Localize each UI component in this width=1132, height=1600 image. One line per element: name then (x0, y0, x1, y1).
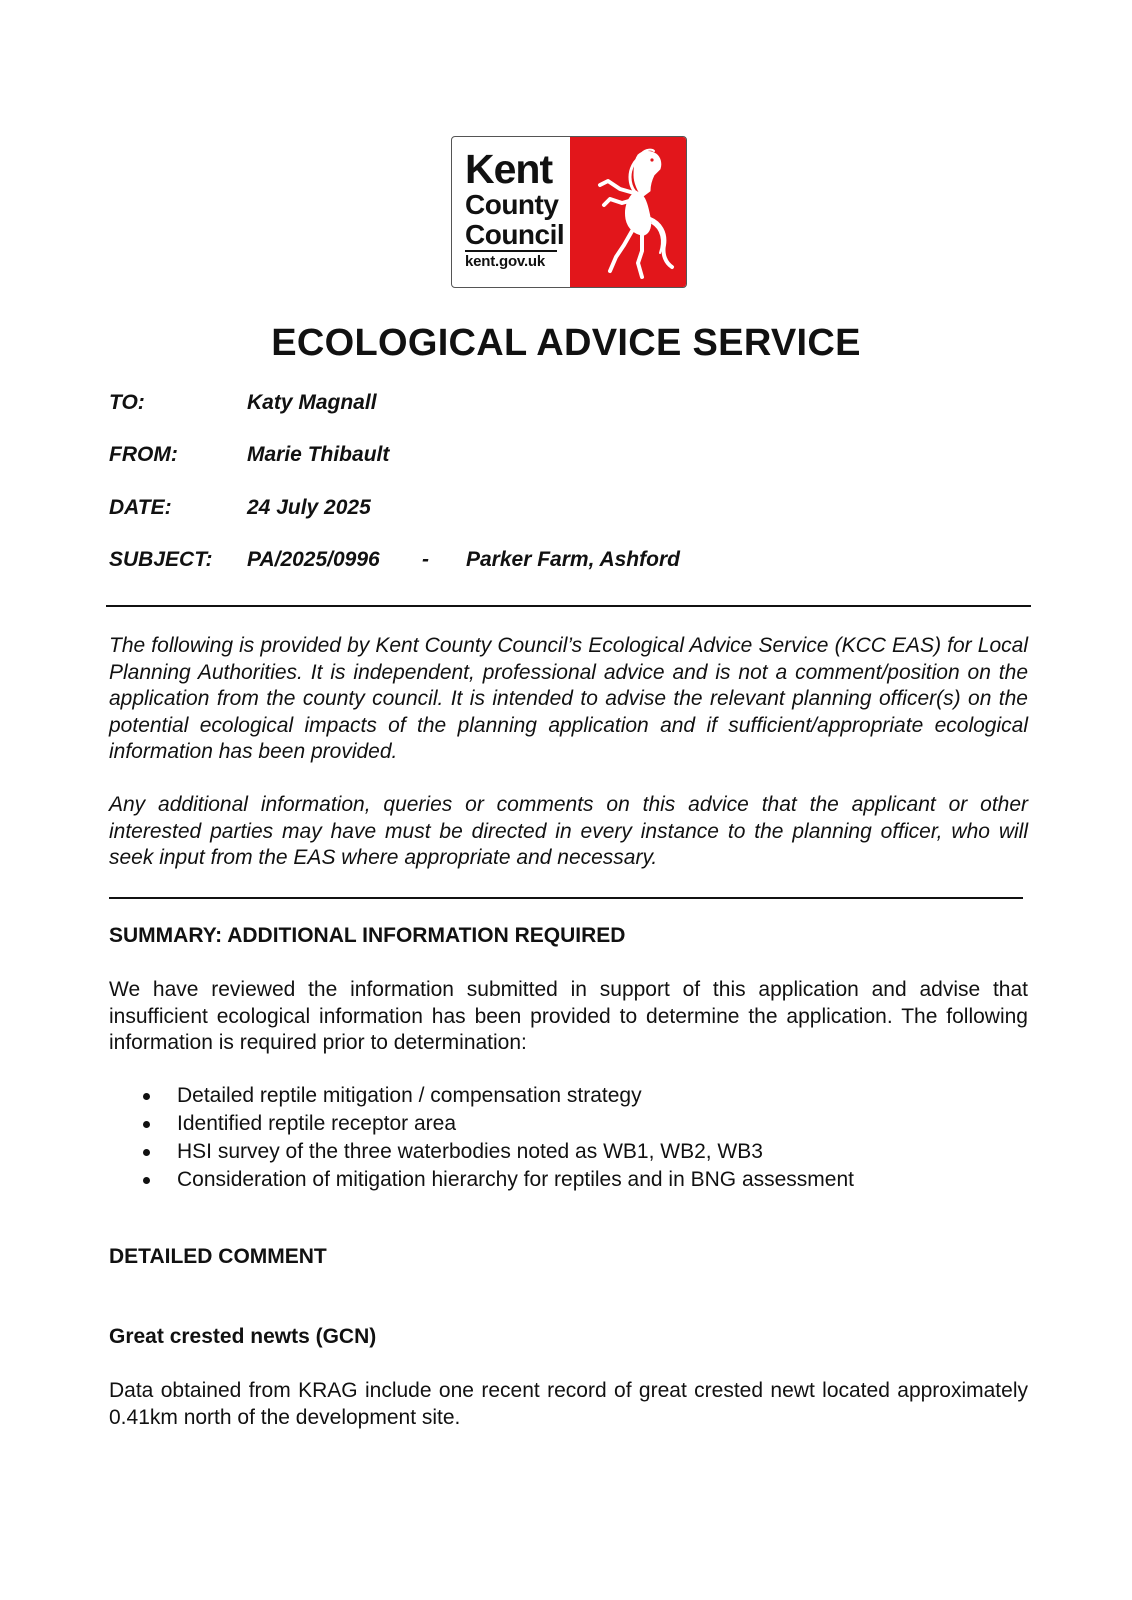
intro-paragraph-2: Any additional information, queries or comments on this advice that the applicant or other interested parties may have must be directed in every instance to the planning officer, who will seek input from the EAS where appropriate and necessary. (109, 793, 1028, 869)
memo-from-label: FROM: (109, 443, 178, 466)
logo-red-panel (570, 137, 687, 287)
bullet-icon (143, 1149, 150, 1156)
list-item-text: Detailed reptile mitigation / compensation strategy (177, 1084, 642, 1107)
memo-subject-label: SUBJECT: (109, 548, 213, 571)
logo-line-kent: Kent (465, 146, 553, 192)
detailed-comment-heading: DETAILED COMMENT (109, 1245, 327, 1268)
logo-wordmark (452, 137, 570, 287)
bullet-icon (143, 1093, 150, 1100)
logo-line-county: County (465, 189, 559, 220)
summary-heading: SUMMARY: ADDITIONAL INFORMATION REQUIRED (109, 924, 626, 947)
memo-subject-reference: PA/2025/0996 (247, 548, 380, 571)
bullet-icon (143, 1177, 150, 1184)
page-title: ECOLOGICAL ADVICE SERVICE (271, 322, 861, 364)
header-divider (106, 605, 1031, 607)
kent-county-council-logo (451, 136, 687, 288)
memo-subject-site: Parker Farm, Ashford (466, 548, 680, 571)
memo-date-label: DATE: (109, 496, 172, 519)
required-information-list (109, 1082, 1028, 1194)
memo-to-label: TO: (109, 391, 145, 414)
white-horse-icon (580, 145, 680, 281)
list-item (109, 1110, 1028, 1138)
intro-paragraph-1: The following is provided by Kent County Council’s Ecological Advice Service (KCC EAS) for Local Planning Authorities. It is independent, professional advice and is not a comment/position on the application from the county council. It is intended to advise the relevant planning officer(s) on the potential ecological impacts of the planning application and if sufficient/appropriate ecological information has been provided. (109, 634, 1028, 763)
memo-to-value: Katy Magnall (247, 391, 377, 414)
logo-line-council: Council (465, 219, 565, 250)
list-item-text: Identified reptile receptor area (177, 1112, 456, 1135)
memo-date-value: 24 July 2025 (247, 496, 371, 519)
gcn-body: Data obtained from KRAG include one recent record of great crested newt located approximately 0.41km north of the development site. (109, 1379, 1028, 1429)
list-item-text: Consideration of mitigation hierarchy for reptiles and in BNG assessment (177, 1168, 854, 1191)
memo-from-value: Marie Thibault (247, 443, 390, 466)
summary-body: We have reviewed the information submitted in support of this application and advise that insufficient ecological information has been provided to determine the application. The following information is required prior to determination: (109, 978, 1028, 1054)
memo-subject-dash: - (422, 548, 429, 571)
intro-divider (109, 897, 1023, 899)
logo-divider (465, 250, 557, 252)
bullet-icon (143, 1121, 150, 1128)
list-item-text: HSI survey of the three waterbodies noted as WB1, WB2, WB3 (177, 1140, 763, 1163)
gcn-heading: Great crested newts (GCN) (109, 1325, 377, 1348)
list-item (109, 1138, 1028, 1166)
list-item (109, 1082, 1028, 1110)
list-item (109, 1166, 1028, 1194)
logo-website: kent.gov.uk (465, 253, 546, 270)
